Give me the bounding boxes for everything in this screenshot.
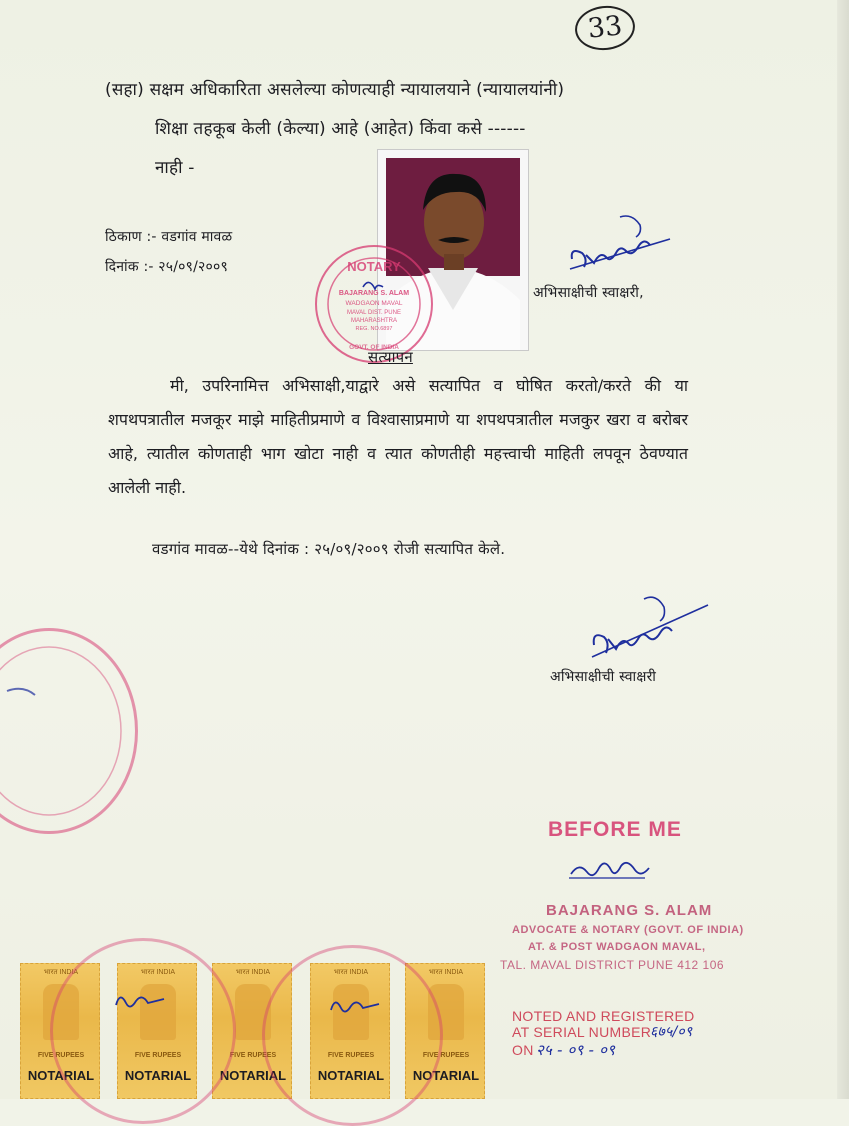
fee-stamp-label: NOTARIAL	[317, 1068, 385, 1083]
fee-stamp-value: FIVE RUPEES	[327, 1052, 375, 1059]
fee-stamp-header: भारत INDIA	[333, 969, 369, 976]
page-number-circle	[573, 3, 637, 53]
notary-seal-large-left	[0, 628, 138, 834]
fee-stamp-header: भारत INDIA	[235, 969, 271, 976]
register-serial: ६७५/०९	[650, 1024, 693, 1040]
date-line: दिनांक :- २५/०९/२००९	[105, 259, 228, 275]
before-me-heading: BEFORE ME	[548, 818, 682, 841]
notary-line-2: AT. & POST WADGAON MAVAL,	[528, 941, 706, 953]
register-line-3: ON	[512, 1042, 534, 1058]
notary-line-3: TAL. MAVAL DISTRICT PUNE 412 106	[500, 958, 725, 972]
register-line-1: NOTED AND REGISTERED	[512, 1008, 695, 1024]
fee-stamp-value: FIVE RUPEES	[229, 1052, 277, 1059]
section-title: सत्यापन	[368, 348, 413, 366]
stamp-initials-2	[325, 990, 385, 1020]
fee-stamp-value: FIVE RUPEES	[134, 1052, 182, 1059]
deponent-signature-2	[580, 587, 715, 672]
opening-line-2: शिक्षा तहकूब केली (केल्या) आहे (आहेत) किंवा कसे ------	[155, 119, 526, 139]
seal-place: WADGAON MAVAL	[345, 300, 403, 307]
opening-line-3: नाही -	[155, 158, 195, 178]
fee-stamp-label: NOTARIAL	[27, 1068, 95, 1083]
seal-graphic	[317, 247, 431, 361]
deponent-signature-1	[560, 207, 680, 282]
opening-line-1: (सहा) सक्षम अधिकारिता असलेल्या कोणत्याही न्यायालयाने (न्यायालयांनी)	[105, 80, 565, 100]
seal-reg: REG. NO.6897	[355, 326, 393, 332]
fee-stamp-header: भारत INDIA	[140, 969, 176, 976]
fee-stamp-value: FIVE RUPEES	[422, 1052, 470, 1059]
notary-name: BAJARANG S. ALAM	[546, 902, 713, 919]
notary-seal-small	[315, 245, 433, 363]
seal-state: MAHARASHTRA	[350, 318, 398, 324]
signature-caption-1: अभिसाक्षीची स्वाक्षरी,	[533, 285, 644, 301]
fee-stamp-label: NOTARIAL	[219, 1068, 287, 1083]
fee-stamp-header: भारत INDIA	[428, 969, 464, 976]
signature-caption-2: अभिसाक्षीची स्वाक्षरी	[550, 669, 657, 685]
overlap-seal-left	[50, 938, 236, 1124]
verified-line: वडगांव मावळ--येथे दिनांक : २५/०९/२००९ रोजी सत्यापित केले.	[152, 540, 506, 558]
fee-stamp-header: भारत INDIA	[43, 969, 79, 976]
fee-stamp-label: NOTARIAL	[124, 1068, 192, 1083]
page-edge	[837, 0, 849, 1099]
notary-signature	[565, 848, 655, 888]
notary-line-1: ADVOCATE & NOTARY (GOVT. OF INDIA)	[512, 924, 744, 936]
fee-stamp-label: NOTARIAL	[412, 1068, 480, 1083]
page-number: 33	[586, 10, 624, 45]
place-line: ठिकाण :- वडगांव मावळ	[105, 229, 233, 245]
seal-name: BAJARANG S. ALAM	[338, 290, 410, 297]
verification-text: मी, उपरिनामित्त अभिसाक्षी,याद्वारे असे सत्यापित व घोषित करतो/करते की या शपथपत्रातील मजकूर माझे माहितीप्रमाणे व विश्वासाप्रमाणे या शपथपत्रातील मजकुर खरा व बरोबर आहे, त्यातील कोणताही भाग खोटा नाही व त्यात कोणतीही महत्त्वाची माहिती लपवून ठेवण्यात आलेली नाही.	[108, 376, 688, 497]
seal-bottom: GOVT. OF INDIA	[349, 344, 399, 351]
seal-ring-text: NOTARY	[347, 259, 401, 274]
fee-stamp-value: FIVE RUPEES	[37, 1052, 85, 1059]
register-date: २५ - ०९ - ०९	[536, 1041, 616, 1059]
verification-paragraph	[108, 369, 688, 505]
register-line-2: AT SERIAL NUMBER	[512, 1024, 652, 1040]
seal-district: MAVAL DIST. PUNE	[347, 310, 401, 316]
stamp-initials-1	[110, 985, 170, 1015]
large-seal-graphic	[0, 631, 135, 831]
